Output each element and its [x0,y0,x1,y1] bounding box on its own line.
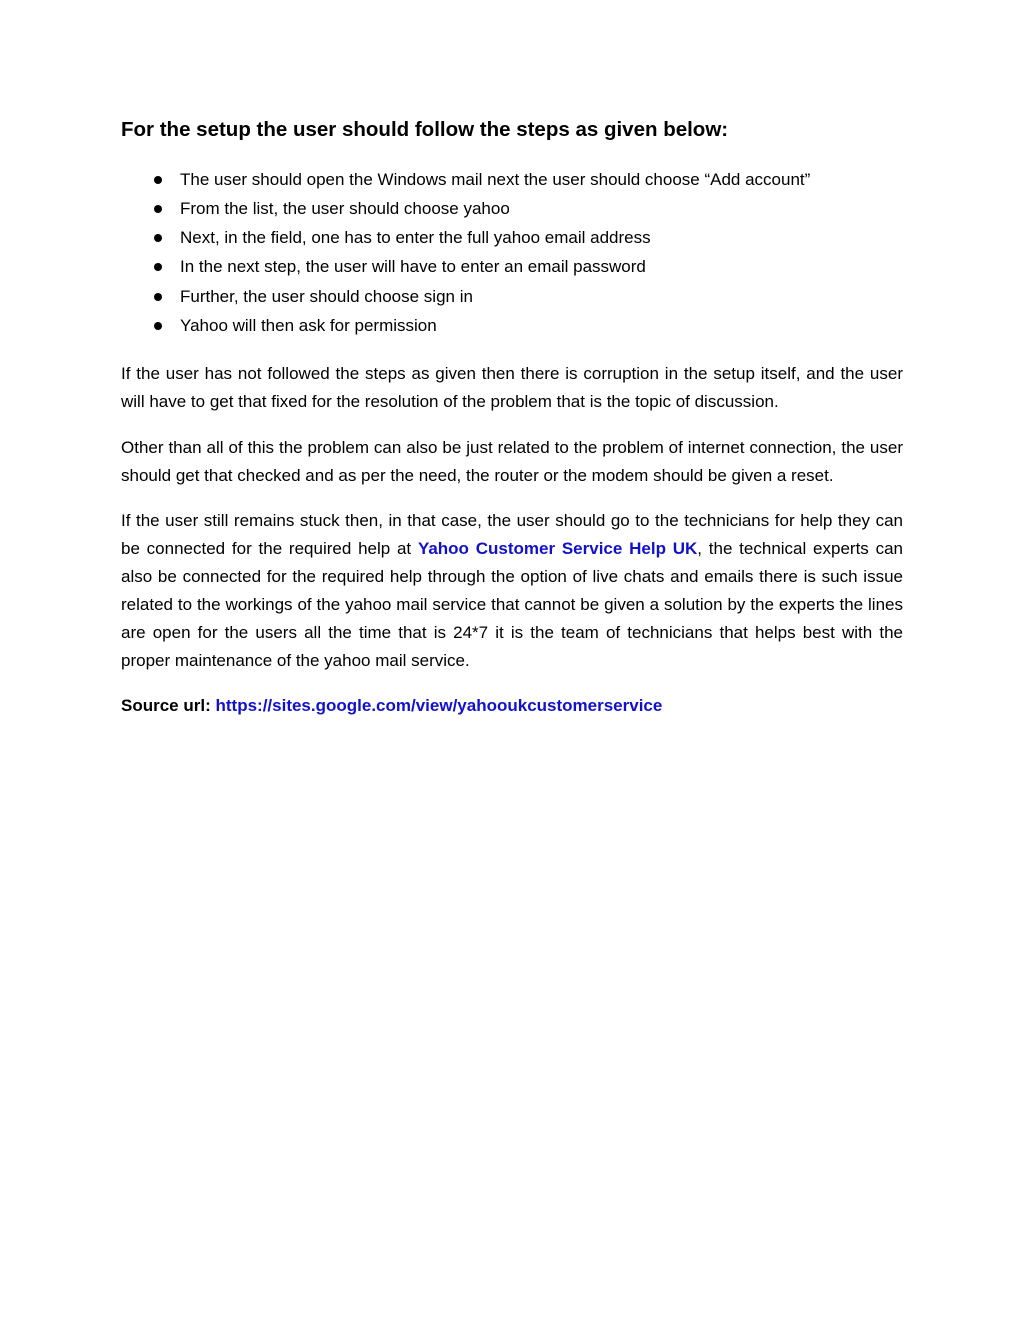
steps-list [121,165,903,341]
source-line [121,692,903,720]
paragraph-setup-corruption: If the user has not followed the steps as given then there is corruption in the setup itself, and the user will have to get that fixed for the resolution of the problem that is the topic of discussion. [121,364,903,412]
list-item-text: From the list, the user should choose yahoo [180,198,510,218]
list-item-text: In the next step, the user will have to enter an email password [180,257,646,277]
paragraph-internet-connection: Other than all of this the problem can also be just related to the problem of internet connection, the user should get that checked and as per the need, the router or the modem should be given a reset. [121,437,903,485]
yahoo-customer-service-link[interactable]: Yahoo Customer Service Help UK [417,538,698,558]
bullet-icon [154,293,162,301]
bullet-icon [154,322,162,330]
paragraph-text-after-link: , the technical experts can also be connected for the required help through the option of live chats and emails there is such issue related to the workings of the yahoo mail service that cannot be given a solution by the experts the lines are open for the users all the time that is 24*7 it is the team of technicians that helps best with the proper maintenance of the yahoo mail service. [121,538,903,671]
paragraph-technician-help [121,507,903,676]
document-page [121,118,903,720]
source-url-link[interactable]: https://sites.google.com/view/yahooukcustomerservice [215,696,663,716]
list-item [121,194,903,223]
bullet-icon [154,205,162,213]
list-item [121,223,903,252]
list-item [121,311,903,340]
bullet-icon [154,176,162,184]
bullet-icon [154,234,162,242]
paragraph-text-before-link: If the user still remains stuck then, in that case, the user should go to the technicians for help they can be connected for the required help at [121,510,903,558]
list-item-text: The user should open the Windows mail next the user should choose “Add account” [180,169,811,189]
bullet-icon [154,263,162,271]
list-item [121,252,903,281]
page-heading: For the setup the user should follow the steps as given below: [121,118,729,141]
list-item [121,165,903,194]
list-item [121,282,903,311]
source-label: Source url: [121,696,211,716]
list-item-text: Next, in the field, one has to enter the full yahoo email address [180,228,651,248]
list-item-text: Further, the user should choose sign in [180,286,473,306]
list-item-text: Yahoo will then ask for permission [180,316,437,336]
